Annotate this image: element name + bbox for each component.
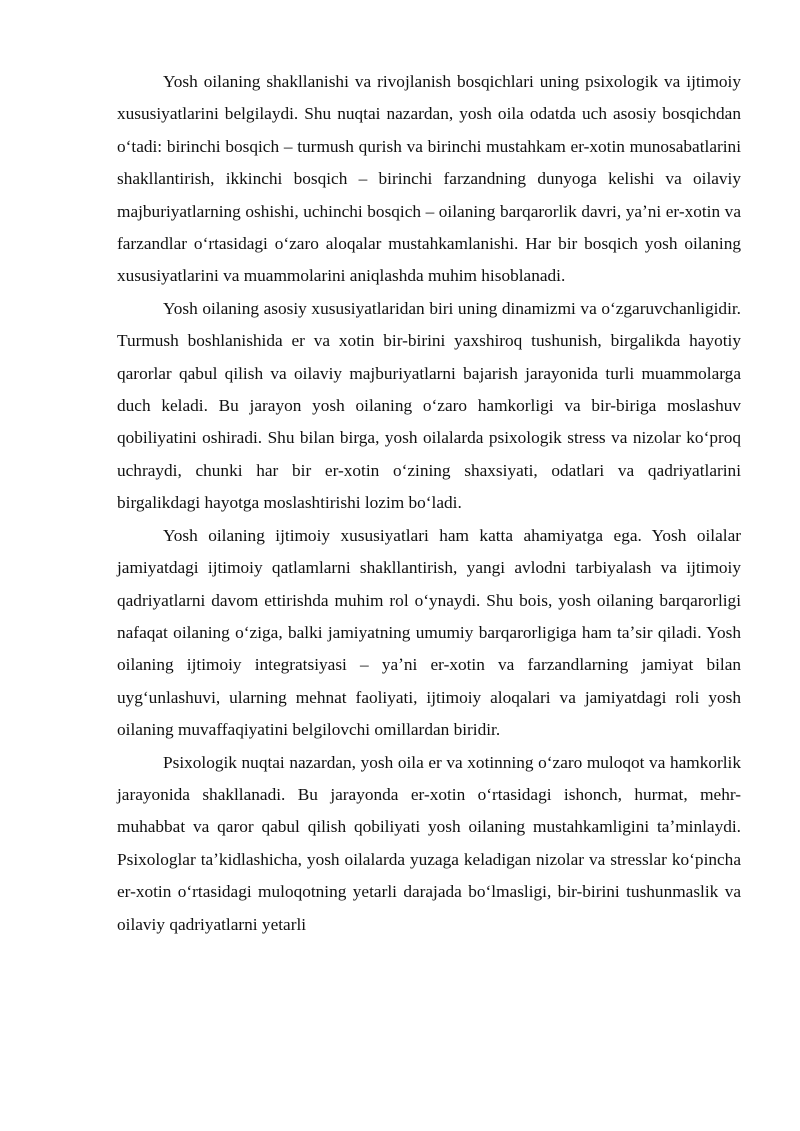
document-page (117, 66, 741, 941)
paragraph-psychological-view: Psixologik nuqtai nazardan, yosh oila er va xotinning oʻzaro muloqot va hamkorlik jarayonida shakllanadi. Bu jarayonda er-xotin oʻrtasidagi ishonch, hurmat, mehr-muhabbat va qaror qabul qilish qobiliyati yosh oilaning mustahkamligini taʼminlaydi. Psixologlar taʼkidlashicha, yosh oilalarda yuzaga keladigan nizolar va stresslar koʻpincha er-xotin oʻrtasidagi muloqotning yetarli darajada boʻlmasligi, bir-birini tushunmaslik va oilaviy qadriyatlarni yetarli (117, 752, 741, 934)
paragraph-social-features: Yosh oilaning ijtimoiy xususiyatlari ham katta ahamiyatga ega. Yosh oilalar jamiyatdagi ijtimoiy qatlamlarni shakllantirish, yangi avlodni tarbiyalash va ijtimoiy qadriyatlarni davom ettirishda muhim rol oʻynaydi. Shu bois, yosh oilaning barqarorligi nafaqat oilaning oʻziga, balki jamiyatning umumiy barqarorligiga ham taʼsir qiladi. Yosh oilaning ijtimoiy integratsiyasi – yaʼni er-xotin va farzandlarning jamiyat bilan uygʻunlashuvi, ularning mehnat faoliyati, ijtimoiy aloqalari va jamiyatdagi roli yosh oilaning muvaffaqiyatini belgilovchi omillardan biridir. (117, 525, 741, 740)
paragraph-family-dynamism: Yosh oilaning asosiy xususiyatlaridan biri uning dinamizmi va oʻzgaruvchanligidir. Turmush boshlanishida er va xotin bir-birini yaxshiroq tushunish, birgalikda hayotiy qarorlar qabul qilish va oilaviy majburiyatlarni bajarish jarayonida turli muammolarga duch keladi. Bu jarayon yosh oilaning oʻzaro hamkorligi va bir-biriga moslashuv qobiliyatini oshiradi. Shu bilan birga, yosh oilalarda psixologik stress va nizolar koʻproq uchraydi, chunki har bir er-xotin oʻzining shaxsiyati, odatlari va qadriyatlarini birgalikdagi hayotga moslashtirishi lozim boʻladi. (117, 298, 741, 513)
paragraph-family-stages: Yosh oilaning shakllanishi va rivojlanish bosqichlari uning psixologik va ijtimoiy xususiyatlarini belgilaydi. Shu nuqtai nazardan, yosh oila odatda uch asosiy bosqichdan oʻtadi: birinchi bosqich – turmush qurish va birinchi mustahkam er-xotin munosabatlarini shakllantirish, ikkinchi bosqich – birinchi farzandning dunyoga kelishi va oilaviy majburiyatlarning oshishi, uchinchi bosqich – oilaning barqarorlik davri, yaʼni er-xotin va farzandlar oʻrtasidagi oʻzaro aloqalar mustahkamlanishi. Har bir bosqich yosh oilaning xususiyatlarini va muammolarini aniqlashda muhim hisoblanadi. (117, 72, 741, 286)
